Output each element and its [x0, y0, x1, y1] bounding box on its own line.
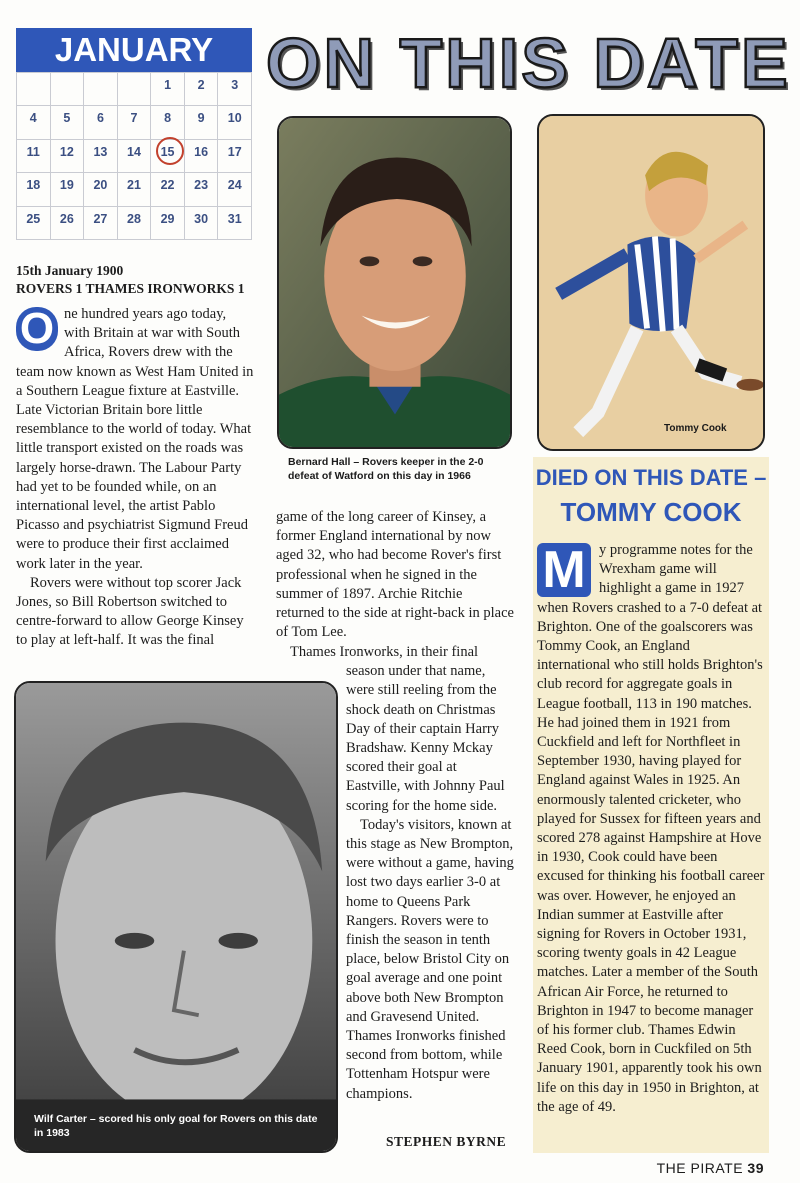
article-paragraph: Today's visitors, known at this stage as New Brompton, were without a game, having lost two days earlier 3-0 at home to Queens Park Rangers. Rovers were to finish the season in tenth place, below Bristol City on goal average and one point above both New Brompton and Gravesend United. Thames Ironworks finished second from bottom, while Tottenham Hotspur were champions. — [346, 816, 514, 1102]
calendar-day: 4 — [17, 105, 51, 138]
calendar-day: 31 — [218, 206, 252, 239]
calendar-day: 26 — [51, 206, 85, 239]
died-heading — [533, 461, 769, 529]
calendar-day: 30 — [185, 206, 219, 239]
article-paragraph-start: Thames Ironworks, in their final — [290, 644, 479, 660]
article-column-2-lower — [276, 643, 514, 1104]
calendar-day — [51, 72, 85, 105]
calendar-day: 10 — [218, 105, 252, 138]
article-date: 15th January 1900 — [16, 263, 124, 278]
calendar-day: 19 — [51, 172, 85, 205]
calendar-day: 28 — [118, 206, 152, 239]
calendar-day: 6 — [84, 105, 118, 138]
drop-cap-m: M — [537, 543, 591, 597]
calendar-day: 5 — [51, 105, 85, 138]
calendar-day — [118, 72, 152, 105]
calendar-day: 21 — [118, 172, 152, 205]
drop-cap-o: O — [16, 307, 58, 351]
calendar-day: 14 — [118, 139, 152, 172]
calendar-day: 7 — [118, 105, 152, 138]
calendar-day: 18 — [17, 172, 51, 205]
wilf-carter-caption: Wilf Carter – scored his only goal for Rovers on this date in 1983 — [34, 1113, 318, 1139]
calendar-day: 23 — [185, 172, 219, 205]
died-text — [537, 541, 765, 1117]
calendar-day: 9 — [185, 105, 219, 138]
calendar-day: 3 — [218, 72, 252, 105]
died-paragraph: y programme notes for the Wrexham game will highlight a game in 1927 when Rovers crashed to a 7-0 defeat at Brighton. One of the goalscorers was Tommy Cook, an England international who still holds Brighton's club record for aggregate goals in League football, 113 in 190 matches. He had joined them in 1921 from Cuckfield and left for Northfleet in September 1930, having played for England against Wales in 1925. An enormously talented cricketer, who played for Sussex for fifteen years and scored 278 against Hampshire at Hove in 1930, Cook could have been excused for thinking his football career was over. However, he enjoyed an Indian summer at Eastville after signing for Rovers in October 1931, scoring twenty goals in 42 League matches. Later a member of the South African Air Force, he returned to Brighton in 1947 to become manager of his former club. Thames Edwin Reed Cook, born in Cuckfiled on 5th January 1901, apparently took his own life on this day in 1950 in Brighton, at the age of 49. — [537, 542, 765, 1115]
calendar-month: JANUARY — [16, 28, 252, 72]
calendar-day: 8 — [151, 105, 185, 138]
calendar-day — [17, 72, 51, 105]
article-wrap-block — [276, 662, 514, 1104]
byline: STEPHEN BYRNE — [386, 1134, 507, 1149]
calendar-day-circled: 15 — [151, 139, 185, 172]
article-paragraph: game of the long career of Kinsey, a former England international by now aged 32, who had become Rover's first professional when he signed in the summer of 1897. Archie Ritchie returned to the side at right-back in place of Tom Lee. — [276, 509, 514, 641]
bernard-hall-caption: Bernard Hall – Rovers keeper in the 2-0 defeat of Watford on this day in 1966 — [288, 456, 484, 482]
article-score: ROVERS 1 THAMES IRONWORKS 1 — [16, 281, 245, 296]
magazine-name: THE PIRATE — [656, 1160, 744, 1176]
page-footer — [657, 1160, 764, 1176]
died-on-this-date-box — [533, 457, 769, 1153]
calendar-day: 20 — [84, 172, 118, 205]
calendar-day: 12 — [51, 139, 85, 172]
article-paragraph: season under that name, were still reeling from the shock death on Christmas Day of their captain Harry Bradshaw. Kenny Mckay scored their goal at Eastville, with Johnny Paul scoring for the home side. — [346, 663, 505, 814]
calendar-day: 13 — [84, 139, 118, 172]
article-paragraph: ne hundred years ago today, with Britain at war with South Africa, Rovers drew with the team now known as West Ham United in a Southern League fixture at Eastville. Late Victorian Britain bore little resemblance to the world of today. What little transport existed on the roads was largely horse-drawn. The Labour Party had yet to be founded while, on an international level, the artist Pablo Picasso and psychiatrist Sigmund Freud were to produce their first acclaimed work later in the year. — [16, 306, 254, 572]
died-heading-line2: TOMMY COOK — [560, 497, 742, 527]
tommy-cook-caption: Tommy Cook — [664, 423, 727, 434]
page-number: 39 — [747, 1160, 764, 1176]
calendar-day — [84, 72, 118, 105]
article-column-1 — [16, 262, 254, 651]
died-heading-line1: DIED ON THIS DATE – — [535, 465, 767, 490]
calendar-day: 11 — [17, 139, 51, 172]
calendar-day: 29 — [151, 206, 185, 239]
calendar-grid — [16, 72, 252, 240]
calendar-day: 24 — [218, 172, 252, 205]
calendar-day: 16 — [185, 139, 219, 172]
calendar-day: 2 — [185, 72, 219, 105]
calendar-day: 25 — [17, 206, 51, 239]
article-paragraph: Rovers were without top scorer Jack Jones, so Bill Robertson switched to centre-forward to allow George Kinsey to play at left-half. It was the final — [16, 574, 244, 649]
calendar-day: 27 — [84, 206, 118, 239]
tommy-cook-caricature — [537, 114, 765, 451]
page-title: ON THIS DATE — [266, 24, 791, 102]
calendar-day: 1 — [151, 72, 185, 105]
calendar-day: 17 — [218, 139, 252, 172]
bernard-hall-photo — [277, 116, 512, 449]
calendar-day: 22 — [151, 172, 185, 205]
article-column-2 — [276, 508, 514, 642]
